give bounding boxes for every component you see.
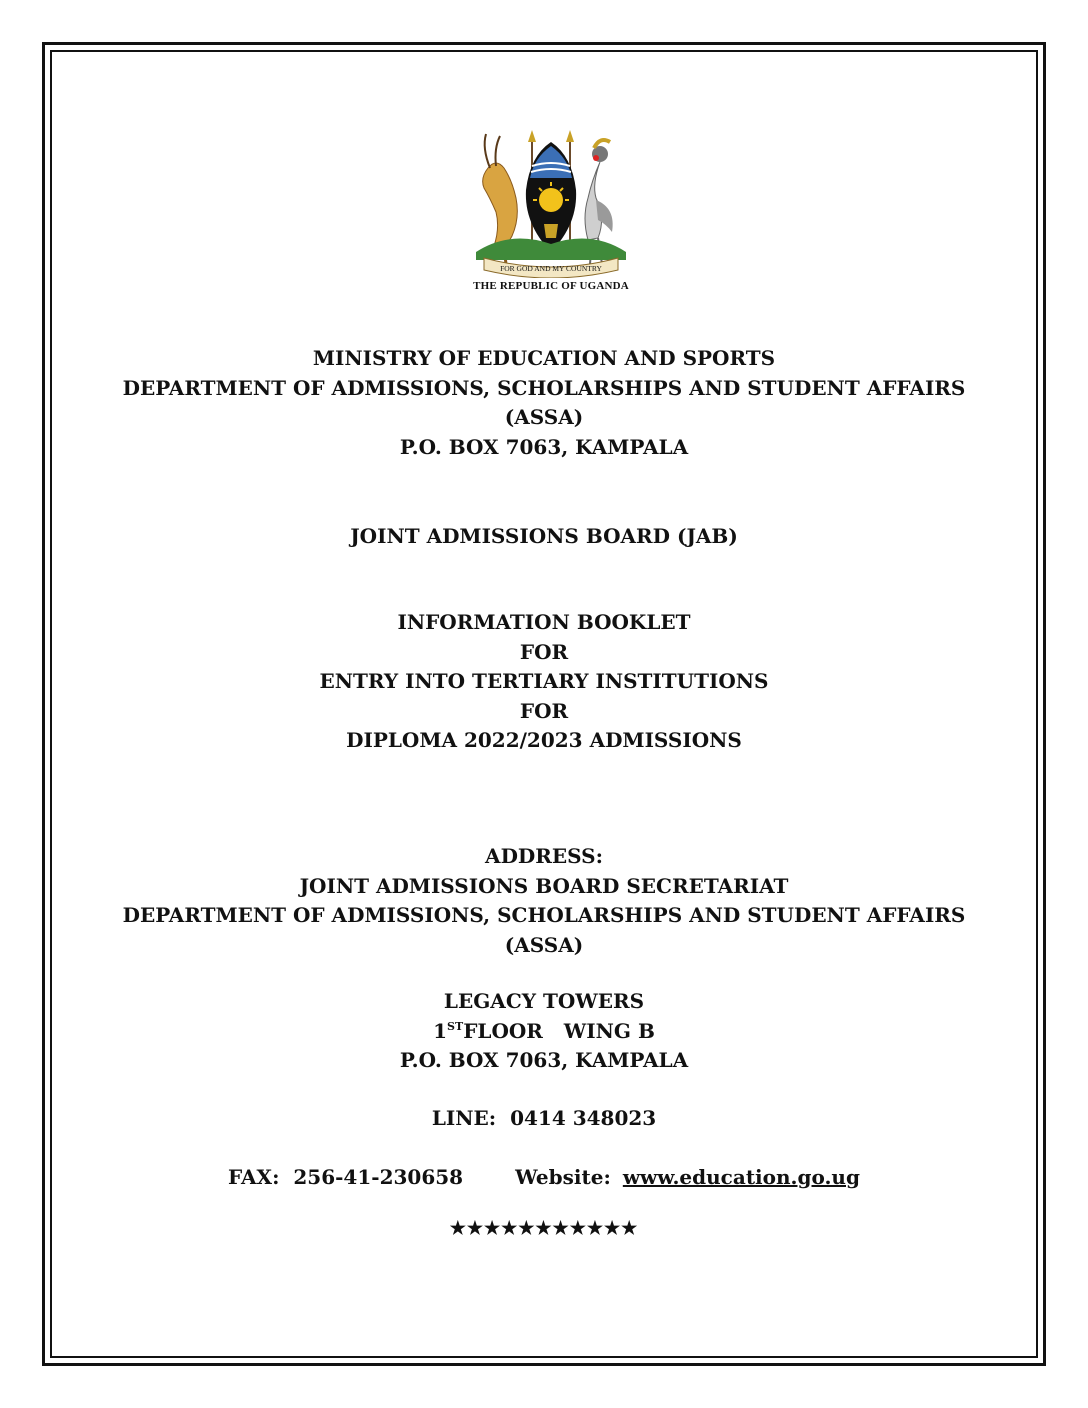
board-title: JOINT ADMISSIONS BOARD (JAB) <box>350 524 738 548</box>
coat-of-arms-icon <box>460 128 642 278</box>
address-acronym: (ASSA) <box>504 932 584 957</box>
address-block <box>60 842 1028 960</box>
website-link[interactable]: www.education.go.ug <box>622 1165 860 1189</box>
floor-suffix: ST <box>447 1019 464 1033</box>
floor-number: 1 <box>433 1018 448 1043</box>
booklet-title <box>60 608 1028 756</box>
booklet-line-2: FOR <box>519 639 569 664</box>
coat-of-arms-caption: THE REPUBLIC OF UGANDA <box>473 280 629 292</box>
fax-number: FAX: 256-41-230658 <box>228 1165 464 1189</box>
department-name: DEPARTMENT OF ADMISSIONS, SCHOLARSHIPS AND STUDENT AFFAIRS <box>122 375 966 400</box>
address-secretariat: JOINT ADMISSIONS BOARD SECRETARIAT <box>299 873 789 898</box>
coat-of-arms <box>460 128 642 298</box>
coat-of-arms-motto: FOR GOD AND MY COUNTRY <box>500 264 602 273</box>
address-label: ADDRESS: <box>485 844 603 868</box>
building-block <box>60 987 1028 1076</box>
booklet-line-1: INFORMATION BOOKLET <box>397 610 691 634</box>
star-divider: ★★★★★★★★★★★ <box>449 1218 639 1239</box>
department-acronym: (ASSA) <box>504 405 584 429</box>
ministry-name: MINISTRY OF EDUCATION AND SPORTS <box>312 346 776 370</box>
floor-wing: FLOOR WING B <box>463 1018 655 1043</box>
booklet-line-3: ENTRY INTO TERTIARY INSTITUTIONS <box>319 669 769 693</box>
address-department: DEPARTMENT OF ADMISSIONS, SCHOLARSHIPS AND STUDENT AFFAIRS <box>122 903 966 927</box>
booklet-line-5: DIPLOMA 2022/2023 ADMISSIONS <box>346 728 742 752</box>
booklet-line-4: FOR <box>519 698 569 723</box>
phone-line: LINE: 0414 348023 <box>431 1106 657 1130</box>
building-name: LEGACY TOWERS <box>443 989 645 1013</box>
address-pobox: P.O. BOX 7063, KAMPALA <box>399 1048 689 1072</box>
ministry-pobox: P.O. BOX 7063, KAMPALA <box>399 434 689 459</box>
fax-website-row <box>60 1163 1028 1193</box>
building-floor <box>60 1017 1028 1047</box>
website-label: Website: <box>515 1165 611 1189</box>
ministry-header <box>60 344 1028 462</box>
